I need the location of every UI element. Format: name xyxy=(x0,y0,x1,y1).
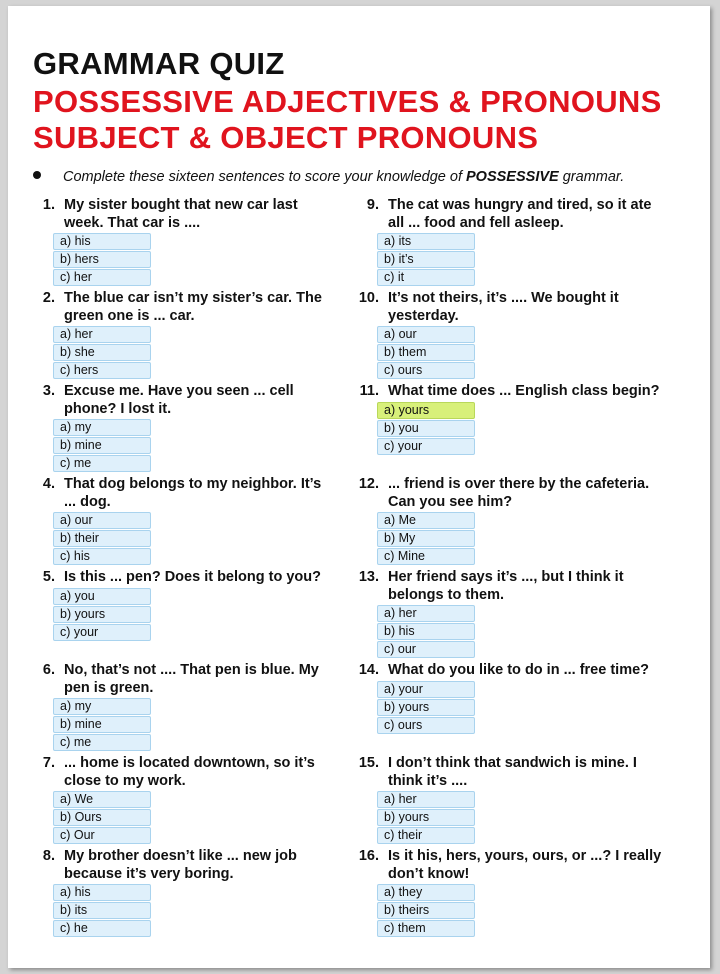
answer-option[interactable]: a) We xyxy=(53,791,151,808)
quiz-subtitle-pronouns: SUBJECT & OBJECT PRONOUNS xyxy=(33,120,539,155)
answer-option[interactable]: c) me xyxy=(53,455,151,472)
question-number: 3. xyxy=(42,383,55,399)
question-text: My sister bought that new car last week. That car is .... xyxy=(64,197,298,231)
answer-option[interactable]: a) its xyxy=(377,233,475,250)
question-number: 10. xyxy=(358,290,379,306)
answer-option[interactable]: c) me xyxy=(53,734,151,751)
question-text: The cat was hungry and tired, so it ate all ... food and fell asleep. xyxy=(388,197,652,231)
question-text: I don’t think that sandwich is mine. I think it’s .... xyxy=(388,755,637,789)
answer-option[interactable]: a) her xyxy=(377,605,475,622)
instructions-text: Complete these sixteen sentences to score your knowledge of xyxy=(63,169,467,185)
question-text: Her friend says it’s ..., but I think it belongs to them. xyxy=(388,569,624,603)
quiz-subtitle-possessive: POSSESSIVE ADJECTIVES & PRONOUNS xyxy=(33,84,662,119)
question-number: 7. xyxy=(42,755,55,771)
answer-option[interactable]: c) them xyxy=(377,920,475,937)
question-number: 9. xyxy=(366,197,379,213)
question-5 xyxy=(28,569,328,641)
question-number: 6. xyxy=(42,662,55,678)
answer-option[interactable]: b) his xyxy=(377,623,475,640)
question-9 xyxy=(352,197,662,286)
question-3 xyxy=(28,383,328,472)
answer-option[interactable]: c) Mine xyxy=(377,548,475,565)
question-number: 12. xyxy=(358,476,379,492)
answer-option[interactable]: a) his xyxy=(53,233,151,250)
answer-option[interactable]: c) her xyxy=(53,269,151,286)
question-8 xyxy=(28,848,328,937)
question-number: 1. xyxy=(42,197,55,213)
answer-option[interactable]: b) yours xyxy=(377,699,475,716)
answer-option[interactable]: c) our xyxy=(377,641,475,658)
question-text: Is this ... pen? Does it belong to you? xyxy=(64,569,321,585)
answer-option[interactable]: c) your xyxy=(377,438,475,455)
question-text: No, that’s not .... That pen is blue. My pen is green. xyxy=(64,662,319,696)
answer-option[interactable]: a) your xyxy=(377,681,475,698)
question-text: Is it his, hers, yours, ours, or ...? I really don’t know! xyxy=(388,848,662,882)
answer-option[interactable]: a) her xyxy=(377,791,475,808)
answer-option[interactable]: c) Our xyxy=(53,827,151,844)
answer-option[interactable]: b) them xyxy=(377,344,475,361)
question-10 xyxy=(352,290,662,379)
answer-option[interactable]: b) mine xyxy=(53,716,151,733)
question-number: 11. xyxy=(359,383,379,399)
question-text: It’s not theirs, it’s .... We bought it yesterday. xyxy=(388,290,619,324)
question-text: What do you like to do in ... free time? xyxy=(388,662,650,678)
question-14 xyxy=(352,662,662,734)
answer-option[interactable]: b) theirs xyxy=(377,902,475,919)
question-number: 15. xyxy=(358,755,379,771)
answer-option[interactable]: a) his xyxy=(53,884,151,901)
question-16 xyxy=(352,848,662,937)
question-number: 8. xyxy=(42,848,55,864)
instructions xyxy=(33,169,624,185)
question-7 xyxy=(28,755,328,844)
question-number: 16. xyxy=(358,848,379,864)
answer-option[interactable]: a) my xyxy=(53,698,151,715)
question-text: ... friend is over there by the cafeteria. Can you see him? xyxy=(388,476,650,510)
answer-option[interactable]: b) mine xyxy=(53,437,151,454)
question-11 xyxy=(352,383,662,455)
answer-option[interactable]: b) it’s xyxy=(377,251,475,268)
question-6 xyxy=(28,662,328,751)
answer-option[interactable]: a) you xyxy=(53,588,151,605)
answer-option[interactable]: c) ours xyxy=(377,717,475,734)
answer-option[interactable]: c) his xyxy=(53,548,151,565)
answer-option[interactable]: a) they xyxy=(377,884,475,901)
answer-option[interactable]: c) it xyxy=(377,269,475,286)
question-number: 14. xyxy=(358,662,379,678)
question-number: 13. xyxy=(358,569,379,585)
answer-option[interactable]: c) ours xyxy=(377,362,475,379)
question-number: 2. xyxy=(42,290,55,306)
question-1 xyxy=(28,197,328,286)
answer-option[interactable]: a) our xyxy=(377,326,475,343)
question-15 xyxy=(352,755,662,844)
answer-option[interactable]: a) Me xyxy=(377,512,475,529)
question-12 xyxy=(352,476,662,565)
question-number: 4. xyxy=(42,476,55,492)
answer-option-highlighted[interactable]: a) yours xyxy=(377,402,475,419)
answer-option[interactable]: c) he xyxy=(53,920,151,937)
bullet-icon xyxy=(33,171,41,179)
answer-option[interactable]: b) My xyxy=(377,530,475,547)
question-text: The blue car isn’t my sister’s car. The green one is ... car. xyxy=(64,290,322,324)
answer-option[interactable]: c) their xyxy=(377,827,475,844)
answer-option[interactable]: b) Ours xyxy=(53,809,151,826)
answer-option[interactable]: c) hers xyxy=(53,362,151,379)
answer-option[interactable]: b) yours xyxy=(53,606,151,623)
question-text: What time does ... English class begin? xyxy=(388,383,660,399)
answer-option[interactable]: a) our xyxy=(53,512,151,529)
question-13 xyxy=(352,569,662,658)
question-number: 5. xyxy=(42,569,55,585)
answer-option[interactable]: a) my xyxy=(53,419,151,436)
answer-option[interactable]: b) you xyxy=(377,420,475,437)
quiz-page xyxy=(8,6,710,968)
instructions-emphasis: POSSESSIVE xyxy=(466,169,559,185)
question-text: ... home is located downtown, so it’s close to my work. xyxy=(64,755,315,789)
question-text: Excuse me. Have you seen ... cell phone? I lost it. xyxy=(64,383,294,417)
question-text: My brother doesn’t like ... new job because it’s very boring. xyxy=(64,848,297,882)
answer-option[interactable]: a) her xyxy=(53,326,151,343)
question-2 xyxy=(28,290,328,379)
question-4 xyxy=(28,476,328,565)
instructions-tail: grammar. xyxy=(558,169,625,185)
quiz-title: GRAMMAR QUIZ xyxy=(33,46,285,81)
answer-option[interactable]: b) its xyxy=(53,902,151,919)
answer-option[interactable]: b) hers xyxy=(53,251,151,268)
answer-option[interactable]: b) their xyxy=(53,530,151,547)
answer-option[interactable]: c) your xyxy=(53,624,151,641)
question-text: That dog belongs to my neighbor. It’s ... dog. xyxy=(64,476,322,510)
answer-option[interactable]: b) she xyxy=(53,344,151,361)
answer-option[interactable]: b) yours xyxy=(377,809,475,826)
